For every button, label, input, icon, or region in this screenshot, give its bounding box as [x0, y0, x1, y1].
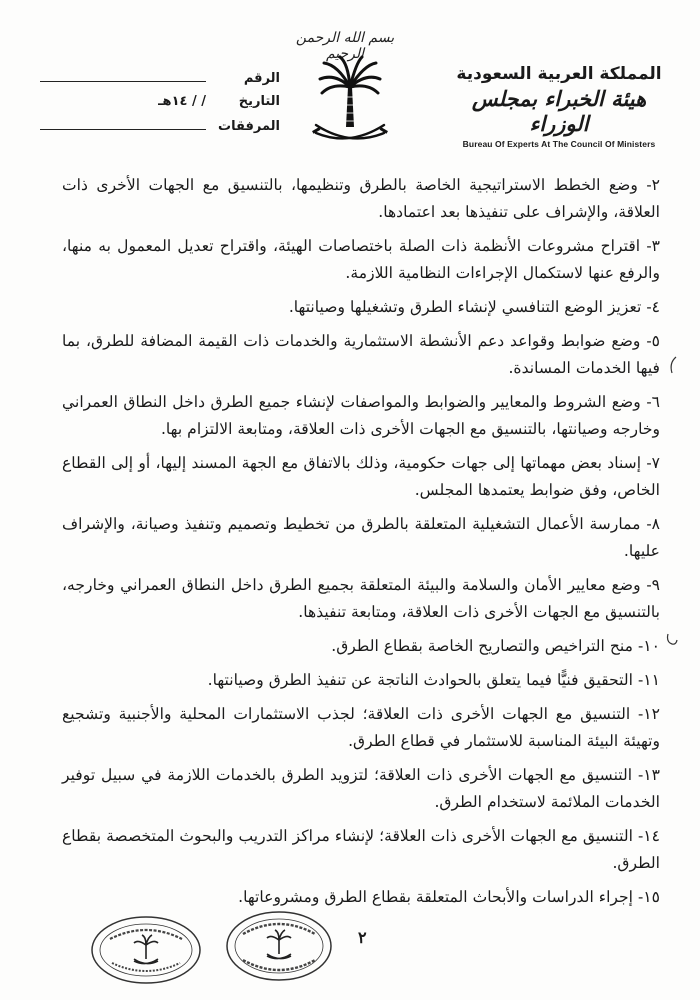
item-text: وضع الشروط والمعايير والضوابط والمواصفات لإنشاء جميع الطرق داخل النطاق العمراني وخارجه وصيانتها، بالتنسيق مع الجهات الأخرى ذات العلاقة، ومتابعة الالتزام بها. — [62, 393, 660, 438]
list-item — [62, 172, 660, 226]
list-item — [62, 294, 660, 321]
number-label: الرقم — [243, 71, 280, 86]
reference-fields — [40, 70, 280, 142]
official-seal-left-icon — [90, 915, 202, 985]
list-item — [62, 233, 660, 287]
list-item — [62, 450, 660, 504]
item-number: ٩- — [646, 576, 660, 594]
attachments-label: المرفقات — [218, 119, 280, 134]
item-text: تعزيز الوضع التنافسي لإنشاء الطرق وتشغيلها وصيانتها. — [288, 298, 642, 316]
org-country: المملكة العربية السعودية — [456, 64, 662, 84]
list-item — [62, 823, 660, 877]
list-item — [62, 884, 660, 911]
page-number: ٢ — [358, 928, 367, 947]
item-text: ممارسة الأعمال التشغيلية المتعلقة بالطرق من تخطيط وتصميم وتنفيذ وصيانة، والإشراف عليها. — [62, 515, 660, 560]
item-text: وضع ضوابط وقواعد دعم الأنشطة الاستثمارية والخدمات ذات القيمة المضافة للطرق، بما فيها الخدمات المساندة. — [62, 332, 660, 377]
date-field-row — [40, 94, 280, 118]
item-text: التنسيق مع الجهات الأخرى ذات العلاقة؛ لتزويد الطرق بالخدمات اللازمة في سبيل توفير الخدمات الملائمة لاستخدام الطرق. — [62, 766, 660, 811]
item-number: ١٣- — [637, 766, 660, 784]
list-item — [62, 633, 660, 660]
item-number: ٨- — [646, 515, 660, 533]
list-item — [62, 328, 660, 382]
list-item — [62, 667, 660, 694]
list-item — [62, 762, 660, 816]
official-seal-right-icon — [225, 910, 333, 982]
item-text: إسناد بعض مهماتها إلى جهات حكومية، وذلك بالاتفاق مع الجهة المسند إليها، أو إلى القطاع الخاص، وفق ضوابط يعتمدها المجلس. — [62, 454, 660, 499]
date-label: التاريخ — [238, 94, 280, 109]
item-number: ١٢- — [637, 705, 660, 723]
item-number: ٢- — [646, 176, 660, 194]
item-number: ١١- — [637, 671, 660, 689]
item-text: منح التراخيص والتصاريح الخاصة بقطاع الطرق. — [331, 637, 633, 655]
organization-block — [444, 64, 674, 149]
item-number: ٤- — [646, 298, 660, 316]
list-item — [62, 511, 660, 565]
list-item — [62, 572, 660, 626]
attachments-field-row — [40, 118, 280, 142]
item-number: ١٥- — [637, 888, 660, 906]
item-text: وضع الخطط الاستراتيجية الخاصة بالطرق وتنظيمها، بالتنسيق مع الجهات الأخرى ذات العلاقة، والإشراف على تنفيذها بعد اعتمادها. — [62, 176, 660, 221]
item-text: إجراء الدراسات والأبحاث المتعلقة بقطاع الطرق ومشروعاتها. — [238, 888, 633, 906]
item-text: التحقيق فنيًّا فيما يتعلق بالحوادث الناتجة عن تنفيذ الطرق وصيانتها. — [207, 671, 633, 689]
palm-swords-emblem-icon — [310, 55, 390, 150]
item-number: ١٠- — [637, 637, 660, 655]
item-number: ٦- — [646, 393, 660, 411]
basmala: بسم الله الرحمن الرحيم — [295, 30, 395, 62]
list-item — [62, 389, 660, 443]
item-text: التنسيق مع الجهات الأخرى ذات العلاقة؛ لجذب الاستثمارات المحلية والأجنبية وتشجيع وتهيئة البيئة المناسبة للاستثمار في قطاع الطرق. — [62, 705, 660, 750]
margin-mark-icon — [666, 355, 680, 377]
attachments-line — [40, 118, 206, 130]
item-number: ٧- — [646, 454, 660, 472]
number-field-row — [40, 70, 280, 94]
date-value: / / ١٤هـ — [158, 94, 206, 109]
org-name-english: Bureau Of Experts At The Council Of Ministers — [462, 139, 656, 149]
item-text: اقتراح مشروعات الأنظمة ذات الصلة باختصاصات الهيئة، واقتراح تعديل المعمول به منها، والرفع عنها لاستكمال الإجراءات النظامية اللازمة. — [62, 237, 660, 282]
number-line — [40, 70, 206, 82]
org-name: هيئة الخبراء بمجلس الوزراء — [471, 86, 647, 136]
list-item — [62, 701, 660, 755]
item-number: ٣- — [646, 237, 660, 255]
item-number: ٥- — [646, 332, 660, 350]
item-text: التنسيق مع الجهات الأخرى ذات العلاقة؛ لإنشاء مراكز التدريب والبحوث المتخصصة بقطاع الطرق. — [62, 827, 660, 872]
item-text: وضع معايير الأمان والسلامة والبيئة المتعلقة بجميع الطرق داخل النطاق العمراني وخارجه، بالتنسيق مع الجهات الأخرى ذات العلاقة، ومتابعة تنفيذها. — [62, 576, 660, 621]
item-number: ١٤- — [637, 827, 660, 845]
items-list — [62, 172, 660, 918]
margin-mark-icon — [664, 628, 678, 650]
